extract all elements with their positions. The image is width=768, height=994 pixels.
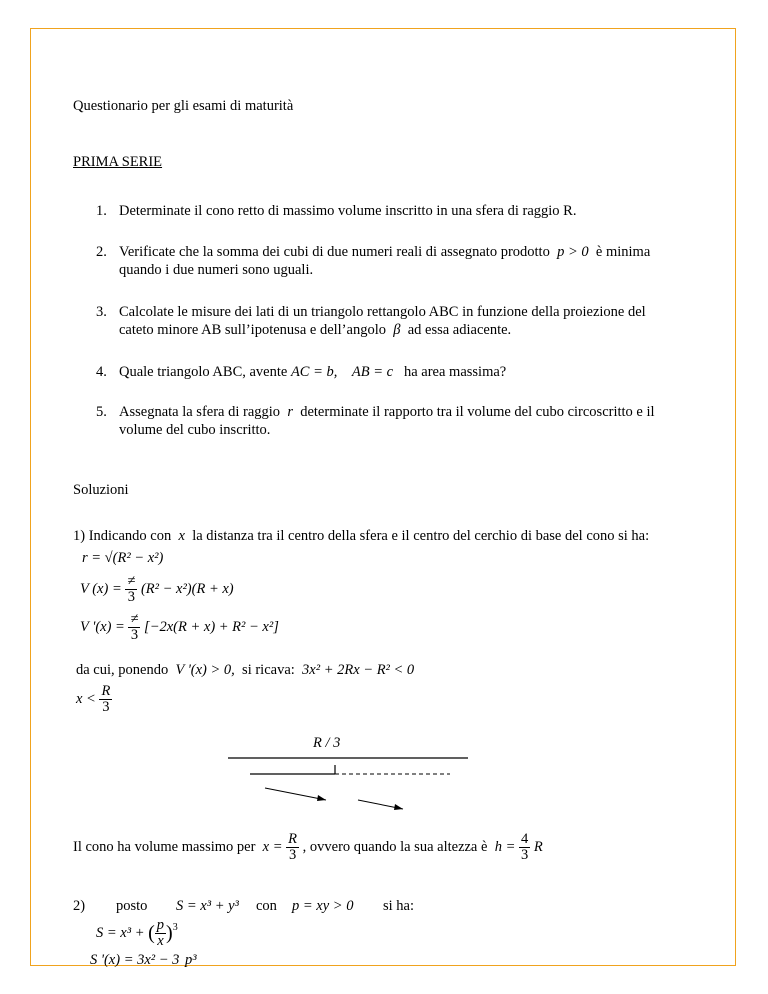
arrow-head-increasing xyxy=(317,795,326,801)
equation-r: r = √(R² − x²) xyxy=(82,550,164,566)
question-text-cont: cateto minore AB sull’ipotenusa e dell’angolo β ad essa adiacente. xyxy=(119,322,512,338)
equation-S: S = x³ + y³ xyxy=(176,898,239,914)
solution-2-con: con xyxy=(256,898,277,914)
inequality-x: x < $\frac{R}{3}$ xyxy=(76,683,111,715)
equation-V: V (x) = $\frac{\ne}{3}$ (R² − x²)(R + x) xyxy=(80,573,234,605)
derivative-condition: da cui, ponendo V '(x) > 0, si ricava: 3x² + 2Rx − R² < 0 xyxy=(76,662,415,678)
question-text-cont: volume del cubo inscritto. xyxy=(119,422,271,438)
question-text-cont: quando i due numeri sono uguali. xyxy=(119,262,314,278)
equation-p: p = xy > 0 xyxy=(292,898,354,914)
question-number: 2. xyxy=(96,244,107,260)
arrow-head-decreasing xyxy=(394,804,403,810)
question-number: 1. xyxy=(96,203,107,219)
solution-2-posto: posto xyxy=(116,898,148,914)
document-title: Questionario per gli esami di maturità xyxy=(73,98,294,114)
equation-V-prime: V '(x) = $\frac{\ne}{3}$ [−2x(R + x) + R² − x²] xyxy=(80,611,279,643)
solution-1-conclusion: Il cono ha volume massimo per x = $\frac{R}{3}$ , ovvero quando la sua altezza è h = $\frac{4}{3}$ R xyxy=(73,831,543,863)
diagram-label: R / 3 xyxy=(313,735,341,751)
question-text: Verificate che la somma dei cubi di due numeri reali di assegnato prodotto p > 0 è minima xyxy=(119,244,651,260)
equation-S2: S = x³ + ( $\frac{p}{x}$ )$^3$ xyxy=(96,917,178,949)
question-text: Assegnata la sfera di raggio r determinate il rapporto tra il volume del cubo circoscritto e il xyxy=(119,404,655,420)
solution-1-intro: 1) Indicando con x la distanza tra il centro della sfera e il centro del cerchio di base del cono si ha: xyxy=(73,528,650,544)
question-number: 4. xyxy=(96,364,107,380)
question-text: Determinate il cono retto di massimo volume inscritto in una sfera di raggio R. xyxy=(119,203,577,219)
question-number: 3. xyxy=(96,304,107,320)
question-text: Quale triangolo ABC, avente AC = b, AB = c ha area massima? xyxy=(119,364,507,380)
solutions-heading: Soluzioni xyxy=(73,482,129,498)
question-number: 5. xyxy=(96,404,107,420)
sign-diagram xyxy=(220,752,480,822)
solution-2-number: 2) xyxy=(73,898,86,914)
question-text: Calcolate le misure dei lati di un triangolo rettangolo ABC in funzione della proiezione del xyxy=(119,304,646,320)
section-heading: PRIMA SERIE xyxy=(73,154,163,170)
arrow-increasing xyxy=(265,788,326,800)
solution-2-si-ha: si ha: xyxy=(383,898,415,914)
equation-S-prime: S '(x) = 3x² − 3 p³ xyxy=(90,952,197,969)
